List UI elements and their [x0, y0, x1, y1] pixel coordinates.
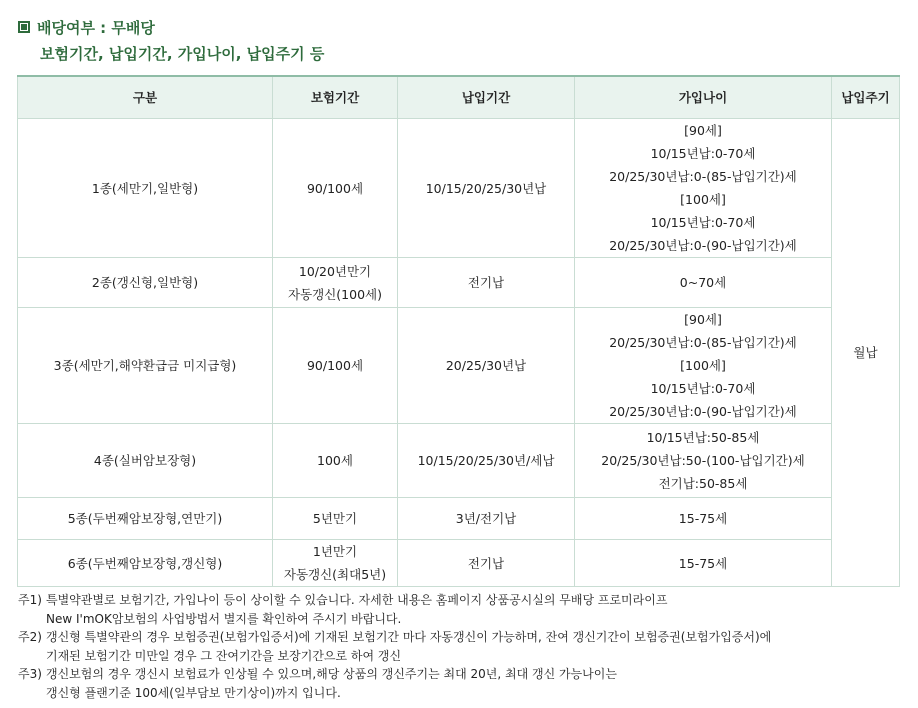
cell-entry-age [575, 498, 832, 540]
cell-type [18, 258, 273, 308]
cell-type [18, 498, 273, 540]
table-header-row [18, 76, 900, 119]
cell-entry-age-line: [100세] [680, 358, 726, 373]
footnote-line: New I'mOK암보험의 사업방법서 별지를 확인하여 주시기 바랍니다. [46, 611, 402, 626]
cell-entry-age-line: 0~70세 [679, 275, 727, 290]
cell-entry-age [575, 119, 832, 258]
product-terms-table [17, 75, 900, 587]
footnote-text [46, 665, 617, 702]
cell-type-line: 1종(세만기,일반형) [91, 180, 199, 196]
cell-period [273, 308, 398, 424]
footnote-item [18, 665, 771, 702]
footnote-item [18, 628, 771, 665]
section-heading [18, 14, 324, 64]
cell-entry-age [575, 540, 832, 587]
footnote-line: 특별약관별로 보험기간, 가입나이 등이 상이할 수 있습니다. 자세한 내용은 홈페이지 상품공시실의 무배당 프로미라이프 [46, 593, 668, 607]
cell-payment-term [398, 119, 575, 258]
cell-period [273, 540, 398, 587]
cell-entry-age [575, 424, 832, 498]
cell-payment-term-line: 20/25/30년납 [445, 358, 527, 373]
coverage-info-subtitle: 보험기간, 납입기간, 가입나이, 납입주기 등 [40, 45, 325, 63]
table-row [18, 498, 900, 540]
footnotes [18, 591, 771, 702]
cell-entry-age-line: 전기납:50-85세 [658, 476, 748, 491]
cell-entry-age-line: 10/15년납:0-70세 [650, 146, 756, 161]
cell-entry-age-line: 20/25/30년납:50-(100-납입기간)세 [601, 453, 805, 468]
cell-entry-age-line: 10/15년납:0-70세 [650, 215, 756, 230]
col-header-payment-cycle: 납입주기 [832, 76, 900, 119]
cell-entry-age-line: 10/15년납:0-70세 [650, 381, 756, 396]
footnote-text [46, 591, 667, 628]
footnote-text [46, 628, 771, 665]
cell-period-line: 90/100세 [306, 358, 364, 373]
footnote-line: 기재된 보험기간 미만일 경우 그 잔여기간을 보장기간으로 하여 갱신 [46, 648, 402, 663]
cell-payment-term-line: 전기납 [467, 275, 505, 290]
cell-period [273, 119, 398, 258]
cell-type [18, 308, 273, 424]
cell-type [18, 540, 273, 587]
cell-payment-cycle: 월납 [832, 119, 900, 587]
footnote-line: 갱신형 플랜기준 100세(일부담보 만기상이)까지 입니다. [46, 685, 341, 700]
cell-payment-term-line: 전기납 [467, 555, 505, 571]
cell-entry-age-line: 15-75세 [678, 555, 728, 571]
cell-entry-age-line: 10/15년납:50-85세 [646, 430, 760, 445]
cell-type-line: 2종(갱신형,일반형) [91, 275, 199, 290]
cell-period-line: 10/20년만기 [298, 263, 372, 279]
cell-period-line: 1년만기 [312, 544, 358, 559]
table-row [18, 424, 900, 498]
cell-entry-age [575, 308, 832, 424]
cell-payment-term [398, 540, 575, 587]
cell-entry-age-line: 15-75세 [678, 511, 728, 526]
cell-entry-age-line: 20/25/30년납:0-(90-납입기간)세 [609, 238, 797, 253]
cell-type-line: 4종(실버암보장형) [93, 453, 197, 468]
table-row [18, 540, 900, 587]
col-header-type: 구분 [18, 76, 273, 119]
cell-period [273, 424, 398, 498]
col-header-entry-age: 가입나이 [575, 76, 832, 119]
square-bullet-icon [18, 21, 30, 33]
col-header-payment-term: 납입기간 [398, 76, 575, 119]
cell-type-line: 3종(세만기,해약환급금 미지급형) [53, 358, 237, 373]
cell-type-line: 6종(두번째암보장형,갱신형) [67, 555, 223, 571]
cell-entry-age-line: [100세] [680, 192, 726, 207]
cell-payment-term-line: 10/15/20/25/30년납 [425, 180, 547, 196]
cell-entry-age-line: 20/25/30년납:0-(85-납입기간)세 [609, 335, 797, 350]
footnote-marker: 주2) [18, 630, 42, 644]
dividend-status-title: 배당여부 : 무배당 [37, 18, 155, 37]
cell-type-line: 5종(두번째암보장형,연만기) [67, 511, 223, 526]
footnote-line: 갱신보험의 경우 갱신시 보험료가 인상될 수 있으며,해당 상품의 갱신주기는 최대 20년, 최대 갱신 가능나이는 [46, 667, 617, 681]
table-row [18, 258, 900, 308]
table-row [18, 308, 900, 424]
cell-entry-age-line: 20/25/30년납:0-(85-납입기간)세 [609, 169, 797, 184]
cell-payment-term [398, 498, 575, 540]
cell-period-line: 5년만기 [312, 511, 358, 526]
footnote-item [18, 591, 771, 628]
table-row [18, 119, 900, 258]
footnote-marker: 주1) [18, 593, 42, 607]
footnote-marker: 주3) [18, 667, 42, 681]
cell-period [273, 498, 398, 540]
cell-period-line: 100세 [317, 453, 353, 468]
cell-payment-term [398, 424, 575, 498]
cell-entry-age [575, 258, 832, 308]
cell-type [18, 424, 273, 498]
cell-entry-age-line: [90세] [684, 123, 722, 138]
cell-period-line: 90/100세 [306, 180, 364, 196]
cell-payment-term-line: 10/15/20/25/30년/세납 [417, 453, 555, 468]
cell-payment-term [398, 308, 575, 424]
cell-payment-term [398, 258, 575, 308]
footnote-line: 갱신형 특별약관의 경우 보험증권(보험가입증서)에 기재된 보험기간 마다 자동갱신이 가능하며, 잔여 갱신기간이 보험증권(보험가입증서)에 [46, 630, 772, 644]
cell-entry-age-line: [90세] [684, 312, 722, 327]
col-header-period: 보험기간 [273, 76, 398, 119]
cell-type [18, 119, 273, 258]
cell-period-line: 자동갱신(최대5년) [283, 567, 387, 582]
cell-period [273, 258, 398, 308]
cell-entry-age-line: 20/25/30년납:0-(90-납입기간)세 [609, 404, 797, 419]
cell-period-line: 자동갱신(100세) [288, 286, 382, 302]
cell-payment-term-line: 3년/전기납 [455, 511, 517, 526]
